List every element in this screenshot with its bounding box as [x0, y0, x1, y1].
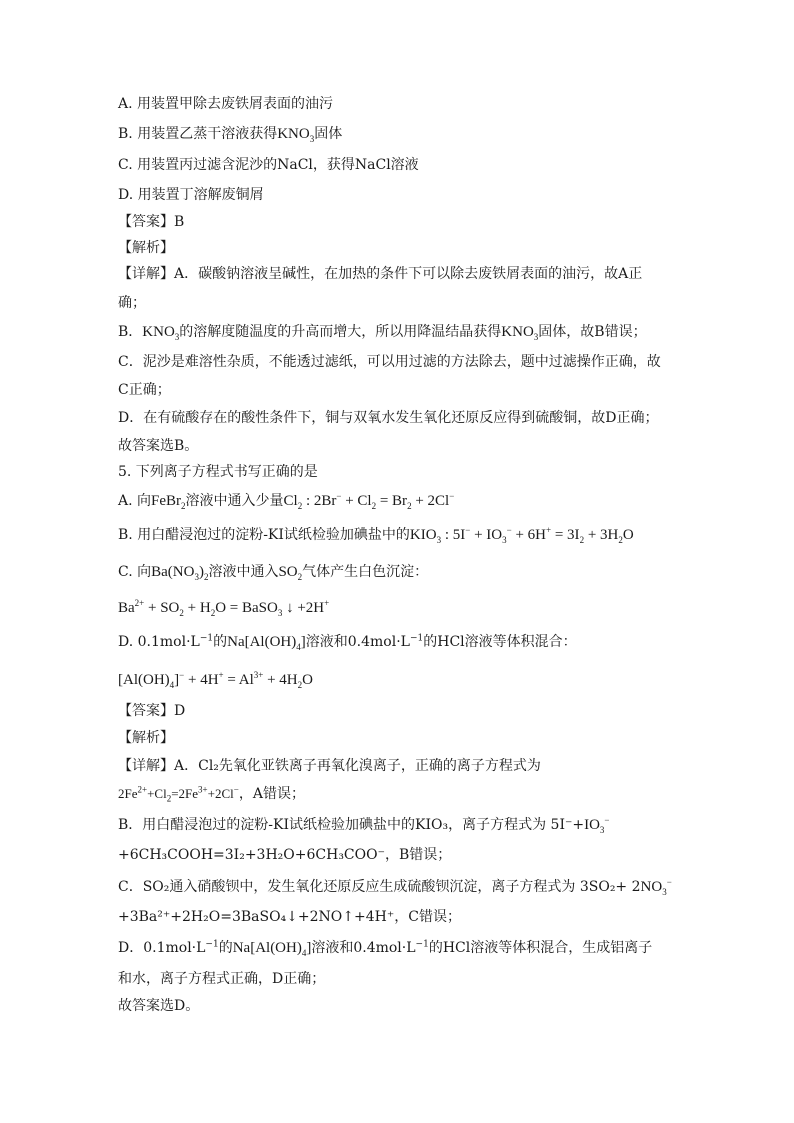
q5-option-b: B. 用白醋浸泡过的淀粉-KI试纸检验加碘盐中的$KIO_3$ : $5I^- + IO_3^- + 6H^+ = 3I_2 + 3H_2O$: [118, 525, 634, 545]
q4-option-c: C. 用装置丙过滤含泥沙的NaCl，获得NaCl溶液: [118, 157, 419, 173]
q5-detail-c2: +3Ba²⁺+2H₂O=3BaSO₄↓+2NO↑+4H⁺，C错误；: [118, 909, 461, 925]
q5-detail-a2: $2Fe^{2+}+Cl_2=2Fe^{3+}+2Cl^-$，A错误；: [118, 784, 305, 804]
q5-option-d: D. $0.1mol\cdot L^{-1}$的$Na[Al(OH)_4]$溶液和$0.4mol\cdot L^{-1}$的HCl溶液等体积混合：: [118, 633, 577, 652]
q4-detail-d: D．在有硫酸存在的酸性条件下，铜与双氧水发生氧化还原反应得到硫酸铜，故D正确；: [118, 410, 659, 426]
q4-detail-c2: C正确；: [118, 382, 171, 398]
q5-conclusion: 故答案选D。: [118, 998, 200, 1014]
q4-detail-c1: C．泥沙是难溶性杂质，不能透过滤纸，可以用过滤的方法除去，题中过滤操作正确，故: [118, 354, 661, 370]
q4-answer: 【答案】B: [118, 214, 185, 230]
q5-detail-b2: +6CH₃COOH=3I₂+3H₂O+6CH₃COO⁻，B错误；: [118, 847, 452, 863]
q5-option-c-equation: $Ba^{2+} + SO_2 + H_2O$ = BaSO$_3$ ↓ +2H+: [118, 598, 330, 618]
q4-option-d: D. 用装置丁溶解废铜屑: [118, 187, 264, 203]
q5-detail-a1: 【详解】A．Cl₂先氧化亚铁离子再氧化溴离子，正确的离子方程式为: [118, 758, 541, 774]
q5-stem: 5. 下列离子方程式书写正确的是: [118, 464, 318, 480]
q5-detail-d1: D．$0.1mol\cdot L^{-1}$的$Na[Al(OH)_4]$溶液和$0.4mol\cdot L^{-1}$的HCl溶液等体积混合，生成铝离子: [118, 939, 653, 958]
q5-detail-c1: C．SO₂通入硝酸钡中，发生氧化还原反应生成硫酸钡沉淀，离子方程式为 $3SO_2+ 2NO_3^-$: [118, 877, 672, 897]
q5-detail-d2: 和水，离子方程式正确，D正确；: [118, 971, 326, 987]
q4-option-a: A. 用装置甲除去废铁屑表面的油污: [118, 96, 334, 112]
q5-option-a: A. 向FeBr$_2$溶液中通入少量$Cl_2$ : $2Br^- + Cl_2 = Br_2 + 2Cl^-$: [118, 491, 455, 511]
q5-option-d-equation: $[Al(OH)_4]^- + 4H^+ = Al^{3+} + 4H_2O$: [118, 670, 313, 690]
q5-answer: 【答案】D: [118, 703, 186, 719]
q4-analysis-label: 【解析】: [118, 240, 174, 256]
q5-detail-b1: B．用白醋浸泡过的淀粉-KI试纸检验加碘盐中的KIO₃，离子方程式为 $5I^-+IO_3^-$: [118, 815, 610, 835]
q4-option-b: B. 用装置乙蒸干溶液获得$KNO_3$固体: [118, 126, 343, 144]
q4-detail-a1: 【详解】A．碳酸钠溶液呈碱性，在加热的条件下可以除去废铁屑表面的油污，故A正: [118, 266, 643, 282]
q4-detail-a2: 确；: [118, 295, 146, 311]
q5-analysis-label: 【解析】: [118, 730, 174, 746]
q4-conclusion: 故答案选B。: [118, 438, 199, 454]
q5-option-c: C. 向$Ba(NO_3)_2$溶液中通入$SO_2$气体产生白色沉淀：: [118, 564, 429, 582]
q4-detail-b: B．$KNO_3$的溶解度随温度的升高而增大，所以用降温结晶获得$KNO_3$固体，故B错误；: [118, 324, 647, 342]
